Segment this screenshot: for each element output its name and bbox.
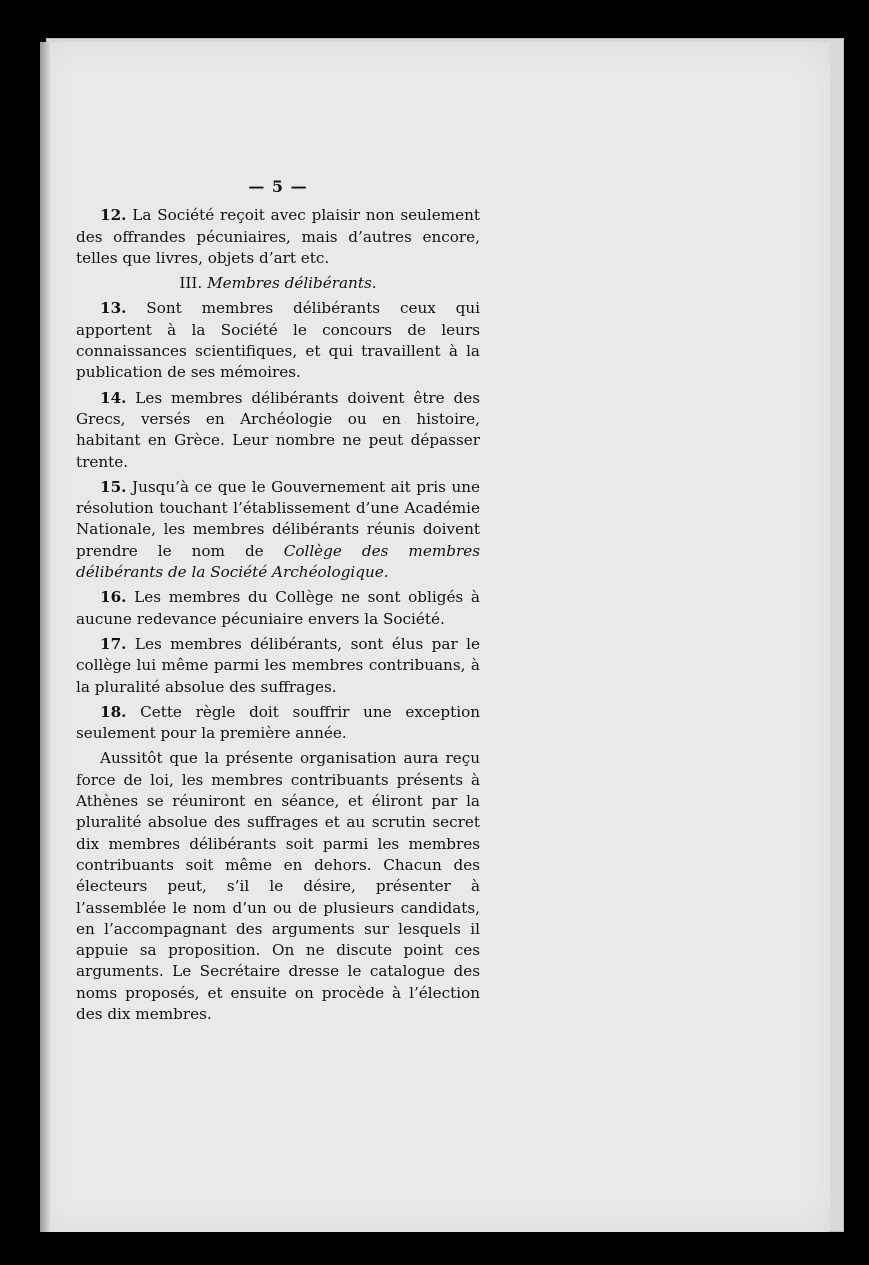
article-number: 13. (100, 299, 127, 318)
article-number: 17. (100, 634, 127, 653)
article-number: 15. (100, 477, 127, 496)
article-15 (76, 477, 480, 583)
article-text-italic: Collège des membres délibérants de la Société Archéologique. (76, 541, 480, 582)
article-17 (76, 634, 480, 698)
page-fold-shadow (40, 42, 50, 1232)
article-text: Les membres délibérants, sont élus par le collège lui même parmi les membres contribuans, à la pluralité absolue des suffrages. (76, 634, 480, 696)
article-number: 12. (100, 206, 127, 225)
article-number: 14. (100, 388, 127, 407)
article-text: Jusqu’à ce que le Gouvernement ait pris une résolution touchant l’établissement d’une Académie Nationale, les membres délibérants réunis doivent prendre le nom de (76, 477, 480, 560)
section-roman-numeral: III. (179, 274, 203, 293)
show-through-texture (470, 178, 610, 978)
article-number: 16. (100, 588, 127, 607)
article-16 (76, 587, 480, 630)
article-text: Sont membres délibérants ceux qui apportent à la Société le concours de leurs connaissances scientifiques, et qui travaillent à la publication de ses mémoires. (76, 299, 480, 382)
article-13 (76, 298, 480, 383)
document-text (76, 176, 480, 1029)
article-text: Les membres du Collège ne sont obligés à aucune redevance pécuniaire envers la Société. (76, 588, 480, 628)
section-title: Membres délibérants. (207, 274, 377, 293)
section-heading (76, 273, 480, 294)
article-12 (76, 205, 480, 269)
article-text: Aussitôt que la présente organisation aura reçu force de loi, les membres contribuants présents à Athènes se réuniront en séance, et éliront par la pluralité absolue des suffrages et au scrutin secret dix membres délibérants soit parmi les membres contribuants soit même en dehors. Chacun des électeurs peut, s’il le désire, présenter à l’assemblée le nom d’un ou de plusieurs candidats, en l’accompagnant des arguments sur lesquels il appuie sa proposition. On ne discute point ces arguments. Le Secrétaire dresse le catalogue des noms proposés, et ensuite on procède à l’élection des dix membres. (76, 749, 480, 1023)
article-text: Les membres délibérants doivent être des Grecs, versés en Archéologie ou en histoire, habitant en Grèce. Leur nombre ne peut dépasser trente. (76, 388, 481, 471)
article-text: La Société reçoit avec plaisir non seulement des offrandes pécuniaires, mais d’autres encore, telles que livres, objets d’art etc. (76, 206, 481, 267)
page-number: — 5 — (248, 177, 308, 196)
article-18 (76, 702, 480, 745)
article-14 (76, 388, 480, 473)
article-number: 18. (100, 702, 127, 721)
article-18-continuation (76, 748, 480, 1025)
article-text: Cette règle doit souffrir une exception seulement pour la première année. (76, 702, 480, 743)
